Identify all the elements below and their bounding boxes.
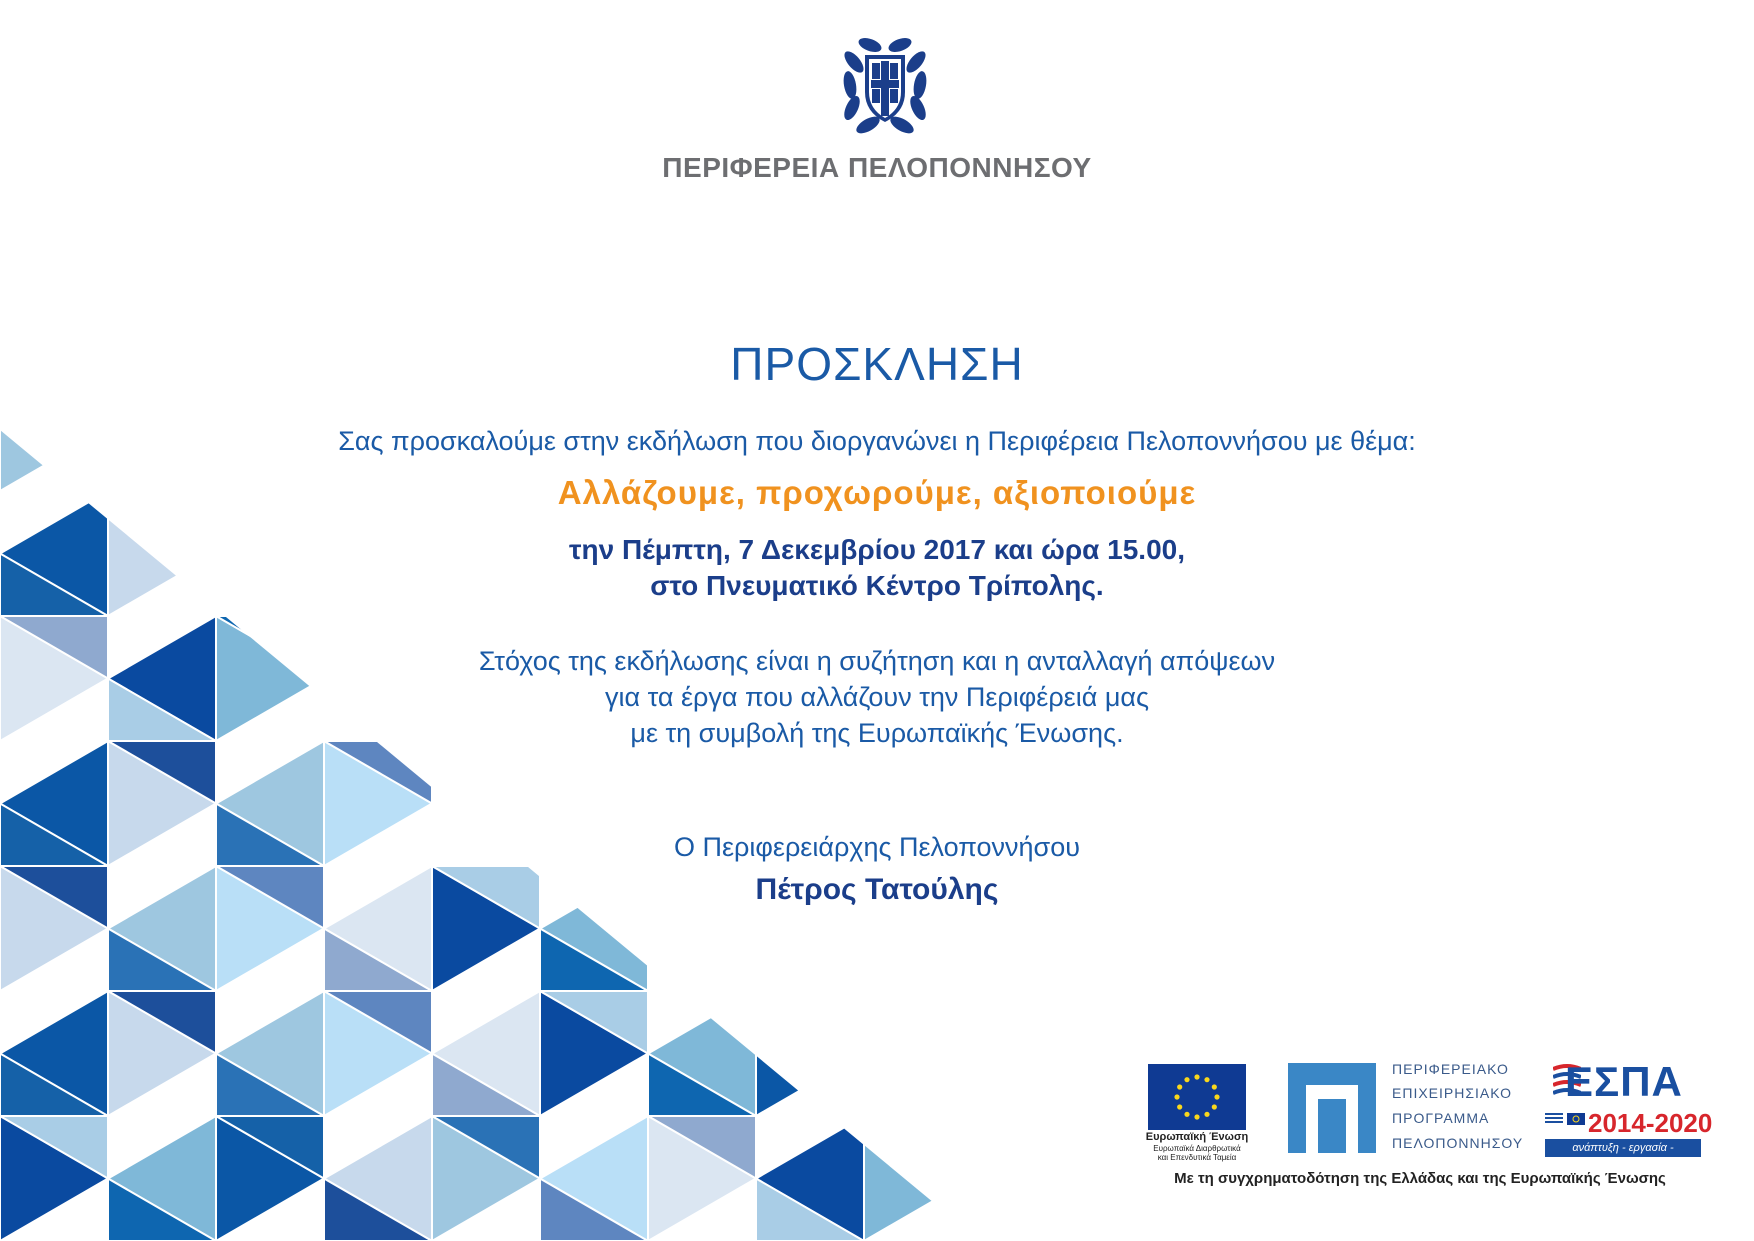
- pep-text-line-3: ΠΡΟΓΡΑΜΜΑ: [1392, 1110, 1490, 1126]
- signatory-name: Πέτρος Τατούλης: [755, 873, 999, 906]
- eu-star-icon: [1184, 1112, 1189, 1117]
- signatory-role: Ο Περιφερειάρχης Πελοποννήσου: [674, 832, 1080, 862]
- eu-star-icon: [1194, 1074, 1199, 1079]
- goal-line-2: για τα έργα που αλλάζουν την Περιφέρειά μας: [604, 682, 1150, 712]
- eu-star-icon: [1184, 1077, 1189, 1082]
- invitation-intro: Σας προσκαλούμε στην εκδήλωση που διοργανώνει η Περιφέρεια Πελοποννήσου με θέμα:: [338, 426, 1416, 456]
- cofunding-statement: Με τη συγχρηματοδότηση της Ελλάδας και της Ευρωπαϊκής Ένωσης: [1174, 1170, 1666, 1187]
- espa-logo-title: ΕΣΠΑ: [1565, 1058, 1683, 1105]
- pep-text-line-2: ΕΠΙΧΕΙΡΗΣΙΑΚΟ: [1392, 1085, 1513, 1101]
- eu-star-icon: [1174, 1094, 1179, 1099]
- event-date: την Πέμπτη, 7 Δεκεμβρίου 2017 και ώρα 15.00,: [569, 534, 1185, 565]
- eu-star-icon: [1204, 1112, 1209, 1117]
- greek-eu-flags-icon: [1545, 1113, 1585, 1132]
- eu-star-icon: [1177, 1104, 1182, 1109]
- eu-flag-icon: [1148, 1064, 1246, 1130]
- eu-star-icon: [1212, 1104, 1217, 1109]
- event-theme: Αλλάζουμε, προχωρούμε, αξιοποιούμε: [557, 474, 1197, 511]
- espa-logo-years: 2014-2020: [1588, 1108, 1713, 1138]
- event-venue: στο Πνευματικό Κέντρο Τρίπολης.: [650, 570, 1104, 601]
- organization-name: ΠΕΡΙΦΕΡΕΙΑ ΠΕΛΟΠΟΝΝΗΣΟΥ: [662, 152, 1092, 183]
- eu-caption-title: Ευρωπαϊκή Ένωση: [1145, 1131, 1249, 1143]
- eu-caption-line-3: και Επενδυτικά Ταμεία: [1157, 1153, 1237, 1162]
- eu-star-icon: [1177, 1084, 1182, 1089]
- eu-star-icon: [1204, 1077, 1209, 1082]
- eu-star-icon: [1194, 1114, 1199, 1119]
- eu-star-icon: [1214, 1094, 1219, 1099]
- pep-text-line-4: ΠΕΛΟΠΟΝΝΗΣΟΥ: [1392, 1135, 1524, 1151]
- espa-logo-slogan: ανάπτυξη - εργασία - αλληλεγγύη: [1545, 1139, 1701, 1157]
- pep-logo-core: [1318, 1099, 1346, 1153]
- eu-star-icon: [1212, 1084, 1217, 1089]
- goal-line-3: με τη συμβολή της Ευρωπαϊκής Ένωσης.: [630, 718, 1124, 748]
- greek-coat-of-arms-icon: [830, 30, 940, 140]
- pep-text-line-1: ΠΕΡΙΦΕΡΕΙΑΚΟ: [1392, 1061, 1509, 1077]
- eu-caption-line-2: Ευρωπαϊκά Διαρθρωτικά: [1153, 1144, 1241, 1153]
- page-title: ΠΡΟΣΚΛΗΣΗ: [730, 338, 1024, 390]
- goal-line-1: Στόχος της εκδήλωσης είναι η συζήτηση και η ανταλλαγή απόψεων: [478, 646, 1276, 676]
